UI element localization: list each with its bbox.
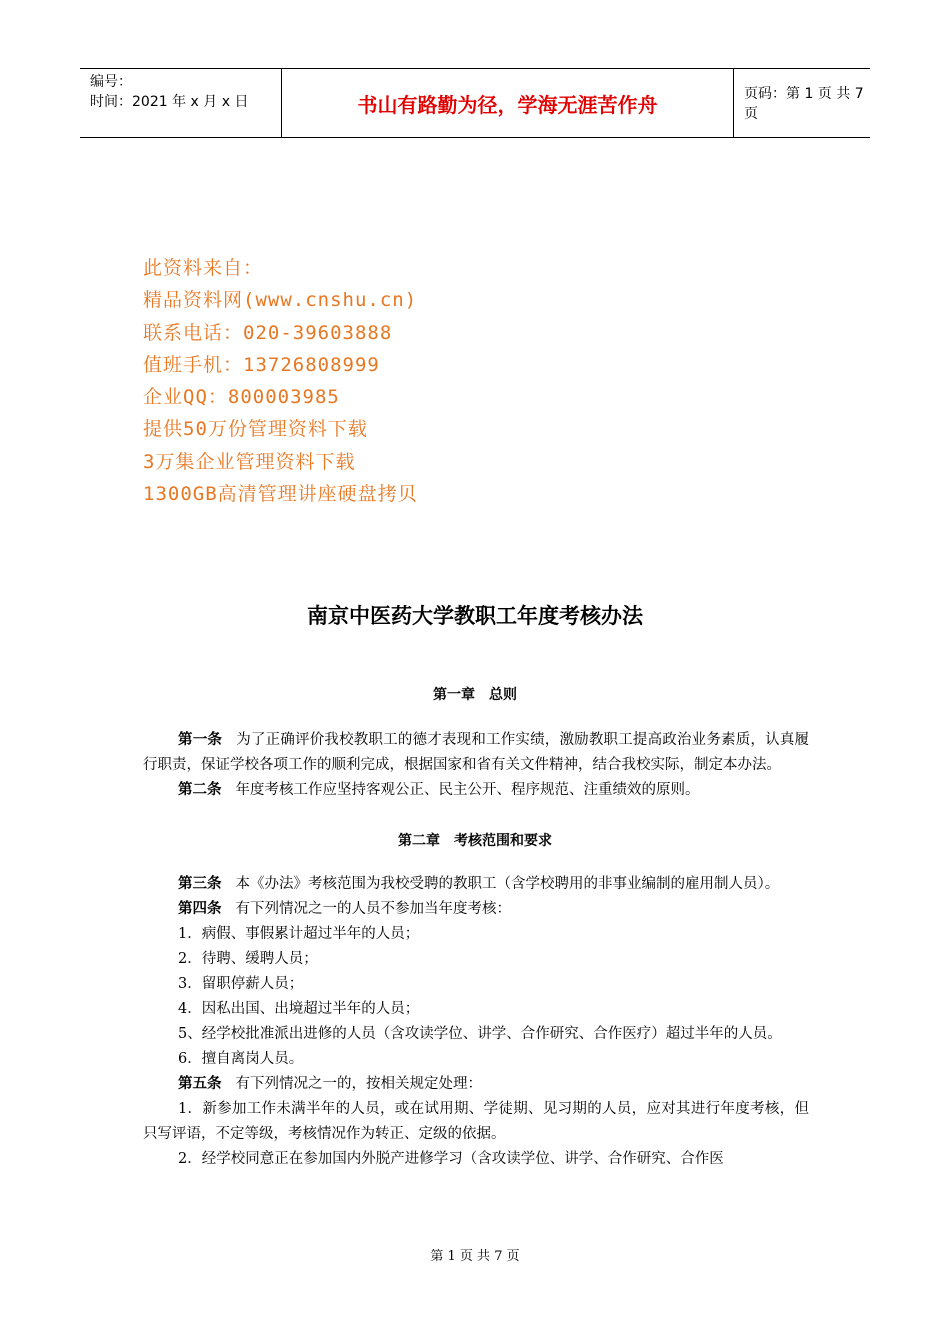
article-label: 第一条 xyxy=(178,732,223,748)
article-paragraph xyxy=(143,897,809,922)
chapter-number: 第一章 xyxy=(433,687,475,703)
list-item: 3．留职停薪人员； xyxy=(178,976,304,992)
source-line: 提供50万份管理资料下载 xyxy=(143,418,368,441)
page-footer: 第 1 页 共 7 页 xyxy=(430,1249,520,1264)
chapter-name: 考核范围和要求 xyxy=(454,833,552,849)
article-label: 第三条 xyxy=(178,876,222,892)
time-label: 时间：2021 年 x 月 x 日 xyxy=(90,94,249,110)
header-motto: 书山有路勤为径，学海无涯苦作舟 xyxy=(282,69,734,137)
article-text: 有下列情况之一的人员不参加当年度考核： xyxy=(235,901,511,917)
page-header xyxy=(80,68,870,138)
source-line: 值班手机：13726808999 xyxy=(143,353,380,376)
source-line: 企业QQ：800003985 xyxy=(143,386,340,409)
list-item: 2．待聘、缓聘人员； xyxy=(178,951,318,967)
source-line: 联系电话：020-39603888 xyxy=(143,321,393,344)
source-line: 1300GB高清管理讲座硬盘拷贝 xyxy=(143,483,418,506)
header-page-label: 页码：第 1 页 共 7 页 xyxy=(744,86,864,122)
article-label: 第四条 xyxy=(178,901,222,917)
article-paragraph xyxy=(143,728,809,778)
document-title: 南京中医药大学教职工年度考核办法 xyxy=(307,604,643,628)
article-text: 年度考核工作应坚持客观公正、民主公开、程序规范、注重绩效的原则。 xyxy=(235,782,700,798)
source-line: 精品资料网(www.cnshu.cn) xyxy=(143,289,418,312)
list-item: 5、经学校批准派出进修的人员（含攻读学位、讲学、合作研究、合作医疗）超过半年的人员。 xyxy=(178,1026,782,1042)
article-paragraph xyxy=(143,778,809,803)
article-paragraph xyxy=(143,1072,809,1097)
article-text: 为了正确评价我校教职工的德才表现和工作实绩，激励教职工提高政治业务素质，认真履行职责，保证学校各项工作的顺利完成，根据国家和省有关文件精神，结合我校实际，制定本办法。 xyxy=(143,732,810,773)
header-meta xyxy=(80,69,282,137)
list-item: 1．病假、事假累计超过半年的人员； xyxy=(178,926,420,942)
article-label: 第五条 xyxy=(178,1076,222,1092)
list-item: 4．因私出国、出境超过半年的人员； xyxy=(178,1001,420,1017)
chapter2-body xyxy=(143,872,809,1172)
list-item: 2．经学校同意正在参加国内外脱产进修学习（含攻读学位、讲学、合作研究、合作医 xyxy=(178,1151,724,1167)
chapter1-body xyxy=(143,728,809,803)
source-info-block xyxy=(143,252,418,510)
source-line: 此资料来自： xyxy=(143,257,264,279)
chapter-heading xyxy=(0,830,950,850)
chapter-name: 总则 xyxy=(489,687,517,703)
article-label: 第二条 xyxy=(178,782,222,798)
source-line: 3万集企业管理资料下载 xyxy=(143,450,356,473)
code-label: 编号： xyxy=(90,74,132,90)
article-text: 有下列情况之一的，按相关规定处理： xyxy=(235,1076,482,1092)
chapter-heading xyxy=(0,684,950,704)
list-item: 6．擅自离岗人员。 xyxy=(178,1051,304,1067)
article-paragraph xyxy=(143,872,809,897)
chapter-number: 第二章 xyxy=(398,833,440,849)
list-item: 1．新参加工作未满半年的人员，或在试用期、学徒期、见习期的人员，应对其进行年度考核，但只写评语，不定等级，考核情况作为转正、定级的依据。 xyxy=(143,1101,809,1142)
article-text: 本《办法》考核范围为我校受聘的教职工（含学校聘用的非事业编制的雇用制人员）。 xyxy=(235,876,780,892)
